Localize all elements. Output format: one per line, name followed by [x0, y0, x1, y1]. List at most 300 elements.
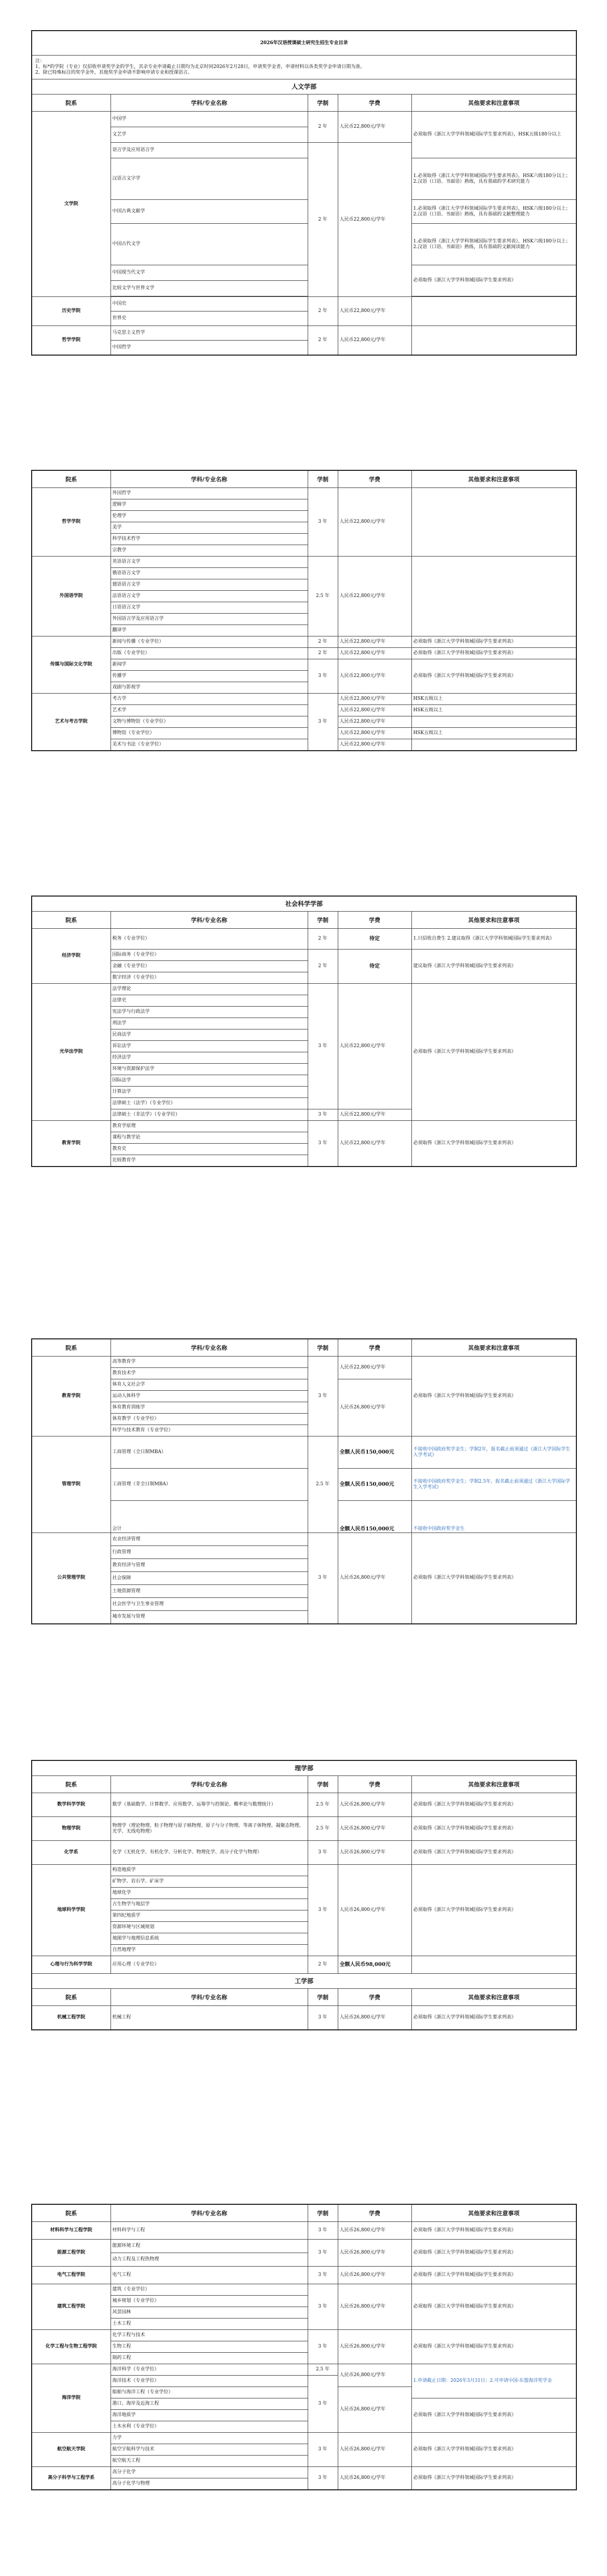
fee-cell: 全额人民币150,000元 [338, 1469, 411, 1501]
notes-cell: 必须取得《浙江大学学科领域国际学生要求列表》 [411, 265, 576, 296]
major-cell: 体育人文社会学 [111, 1379, 308, 1391]
notes-cell [411, 557, 576, 636]
major-cell: 宪法学与行政法学 [111, 1007, 308, 1018]
major-cell: 社会保障 [111, 1572, 308, 1585]
duration-cell: 3 年 [308, 1865, 338, 1956]
header-notes: 其他要求和注意事项 [411, 470, 576, 488]
major-cell: 课程与教学论 [111, 1132, 308, 1144]
header-major: 学科/专业名称 [111, 1339, 308, 1357]
dept-cell: 历史学院 [32, 297, 111, 326]
duration-cell: 2.5 年 [308, 2364, 338, 2376]
notes-cell: 不接收中国政府奖学金生；学制2年，报名截止前须通过《浙江大学国际学生入学考试》 [411, 1436, 576, 1469]
major-cell: 会计 [111, 1501, 308, 1533]
notes-cell: 必须取得《浙江大学学科领域国际学生要求列表》 [411, 2398, 576, 2433]
major-cell: 民商法学 [111, 1029, 308, 1041]
major-cell: 资源环境与区域规划 [111, 1922, 308, 1933]
major-cell: 税务（专业学位） [111, 929, 308, 950]
major-cell: 地球化学 [111, 1888, 308, 1899]
duration-cell: 2 年 [308, 636, 338, 648]
major-cell: 新闻与传播（专业学位） [111, 636, 308, 648]
major-cell: 应用心理（专业学位） [111, 1956, 308, 1974]
dept-cell: 建筑工程学院 [32, 2284, 111, 2330]
fee-cell: 人民币26,800元/学年 [338, 2006, 411, 2030]
fee-cell: 全额人民币150,000元 [338, 1436, 411, 1469]
major-cell: 土地资源管理 [111, 1585, 308, 1598]
major-cell: 考古学 [111, 694, 308, 705]
major-cell: 社会医学与卫生事业管理 [111, 1598, 308, 1611]
major-cell: 海洋地质学 [111, 2410, 308, 2421]
duration-cell: 3 年 [308, 984, 338, 1109]
duration-cell: 3 年 [308, 2330, 338, 2364]
major-cell: 中国现当代文学 [111, 265, 308, 281]
duration-cell: 3 年 [308, 2284, 338, 2330]
major-cell: 工商管理（全日制MBA） [111, 1436, 308, 1469]
dept-cell: 化学工程与生物工程学院 [32, 2330, 111, 2364]
major-cell: 动力工程及工程热物理 [111, 2253, 308, 2267]
duration-cell: 3 年 [308, 2376, 338, 2433]
major-cell: 比较文学与世界文学 [111, 281, 308, 296]
fee-cell: 待定 [338, 929, 411, 950]
major-cell: 国际法学 [111, 1075, 308, 1087]
notes-cell [411, 297, 576, 326]
fee-cell: 人民币22,800元/学年 [338, 694, 411, 705]
notes-cell: 必须取得《浙江大学学科领域国际学生要求列表》 [411, 648, 576, 659]
major-cell: 法语语言文学 [111, 591, 308, 602]
major-cell: 高分子化学与物理 [111, 2478, 308, 2490]
major-cell: 体育教学（专业学位） [111, 1414, 308, 1425]
major-cell: 工商管理（非全日制MBA） [111, 1469, 308, 1501]
dept-cell: 航空航天学院 [32, 2433, 111, 2467]
fee-cell: 人民币26,800元/学年 [338, 2387, 411, 2433]
major-cell: 高等教育学 [111, 1357, 308, 1368]
major-cell: 俄语语言文学 [111, 568, 308, 579]
dept-cell: 外国语学院 [32, 557, 111, 636]
duration-cell: 2 年 [308, 112, 338, 143]
dept-cell: 教育学院 [32, 1357, 111, 1436]
major-cell: 法律硕士（法学）（专业学位） [111, 1098, 308, 1109]
fee-cell: 人民币22,800元/学年 [338, 488, 411, 557]
header-duration: 学制 [308, 2204, 338, 2222]
header-fee: 学费 [338, 94, 411, 112]
fee-cell: 人民币22,800元/学年 [338, 716, 411, 728]
notes-cell: 必须取得《浙江大学学科领域国际学生要求列表》 [411, 2467, 576, 2490]
notes-cell: 1.必须取得《浙江大学学科领域国际学生要求列表》，HSK六级180分以上；2.汉语（口语、书面语）熟练，具有基础的文献整理能力 [411, 200, 576, 224]
major-cell: 第四纪地质学 [111, 1910, 308, 1922]
dept-cell: 能源工程学院 [32, 2240, 111, 2267]
catalog-table-5 [31, 1760, 577, 2030]
major-cell: 科学与技术教育（专业学位） [111, 1425, 308, 1436]
section-social: 社会科学学部 [32, 896, 576, 912]
major-cell: 马克思主义哲学 [111, 326, 308, 341]
fee-cell: 人民币26,800元/学年 [338, 2330, 411, 2364]
fee-cell: 人民币26,800元/学年 [338, 2222, 411, 2240]
notes-cell: 必须取得《浙江大学学科领域国际学生要求列表》 [411, 1865, 576, 1956]
header-major: 学科/专业名称 [111, 1776, 308, 1793]
major-cell: 中国古代文学 [111, 224, 308, 265]
major-cell: 航空航天工程 [111, 2456, 308, 2467]
notes-cell: 必须取得《浙江大学学科领域国际学生要求列表》 [411, 1817, 576, 1841]
dept-cell: 海洋学院 [32, 2364, 111, 2433]
header-notes: 其他要求和注意事项 [411, 94, 576, 112]
major-cell: 逻辑学 [111, 499, 308, 511]
fee-cell: 待定 [338, 950, 411, 984]
header-duration: 学制 [308, 1339, 338, 1357]
dept-cell: 心理与行为科学学院 [32, 1956, 111, 1974]
major-cell: 美学 [111, 522, 308, 534]
header-dept: 院系 [32, 912, 111, 929]
major-cell: 美术与书法（专业学位） [111, 739, 308, 751]
notes-box [32, 56, 576, 79]
catalog-page-1 [31, 30, 576, 356]
dept-cell: 传媒与国际文化学院 [32, 636, 111, 694]
duration-cell: 2.5 年 [308, 1817, 338, 1841]
major-cell: 行政管理 [111, 1546, 308, 1559]
duration-cell: 3 年 [308, 1121, 338, 1167]
notes-cell: 必须取得《浙江大学学科领域国际学生要求列表》 [411, 1793, 576, 1817]
notes-line-2: 2、除已特殊标注的奖学金外，其他奖学金申请不影响申请专业和授课语言。 [35, 70, 192, 75]
duration-cell: 3 年 [308, 2267, 338, 2284]
header-major: 学科/专业名称 [111, 2204, 308, 2222]
notes-cell: 必须取得《浙江大学学科领域国际学生要求列表》 [411, 1533, 576, 1624]
major-cell: 世界史 [111, 311, 308, 326]
major-cell: 科学技术哲学 [111, 534, 308, 545]
fee-cell: 人民币26,800元/学年 [338, 2433, 411, 2467]
notes-cell: 必须取得《浙江大学学科领域国际学生要求列表》 [411, 2006, 576, 2030]
major-cell: 船舶与海洋工程（专业学位） [111, 2387, 308, 2398]
major-cell: 农业经济管理 [111, 1533, 308, 1546]
notes-cell: 必须取得《浙江大学学科领域国际学生要求列表》 [411, 2267, 576, 2284]
dept-cell: 高分子科学与工程学系 [32, 2467, 111, 2490]
duration-cell: 3 年 [308, 488, 338, 557]
header-fee: 学费 [338, 1339, 411, 1357]
major-cell: 汉语言文字学 [111, 158, 308, 200]
section-humanities: 人文学部 [32, 79, 576, 94]
major-cell: 材料科学与工程 [111, 2222, 308, 2240]
notes-cell: 必须取得《浙江大学学科领域国际学生要求列表》 [411, 659, 576, 694]
fee-cell: 人民币22,800元/学年 [338, 326, 411, 355]
duration-cell: 2 年 [308, 929, 338, 950]
major-cell: 英语语言文学 [111, 557, 308, 568]
catalog-table-1 [31, 30, 577, 356]
fee-cell: 人民币22,800元/学年 [338, 705, 411, 716]
major-cell: 地图学与地理信息系统 [111, 1933, 308, 1945]
notes-cell [411, 1956, 576, 1974]
notes-cell: 必须取得《浙江大学学科领域国际学生要求列表》 [411, 2284, 576, 2330]
notes-cell: HSK五级以上 [411, 728, 576, 739]
fee-cell: 人民币22,800元/学年 [338, 659, 411, 694]
major-cell: 中国史 [111, 297, 308, 311]
duration-cell: 2 年 [308, 648, 338, 659]
fee-cell: 人民币26,800元/学年 [338, 1865, 411, 1956]
fee-cell: 人民币26,800元/学年 [338, 2240, 411, 2267]
major-cell: 宗教学 [111, 545, 308, 557]
major-cell: 海洋科学（专业学位） [111, 2364, 308, 2376]
duration-cell: 3 年 [308, 1533, 338, 1624]
notes-cell: 必须取得《浙江大学学科领域国际学生要求列表》 [411, 2433, 576, 2467]
catalog-table-2 [31, 470, 577, 751]
fee-cell: 人民币22,800元/学年 [338, 143, 411, 297]
notes-cell: 不接收中国政府奖学金生 [411, 1501, 576, 1533]
major-cell: 翻译学 [111, 625, 308, 636]
fee-cell: 人民币26,800元/学年 [338, 2467, 411, 2490]
dept-cell: 哲学学院 [32, 326, 111, 355]
major-cell: 教育技术学 [111, 1368, 308, 1379]
major-cell: 外国哲学 [111, 488, 308, 499]
major-cell: 教育学原理 [111, 1121, 308, 1132]
duration-cell: 3 年 [308, 2433, 338, 2467]
catalog-page-4 [31, 1338, 576, 1624]
catalog-table-3 [31, 896, 577, 1167]
major-cell: 中国哲学 [111, 341, 308, 355]
notes-cell: HSK五级以上 [411, 694, 576, 705]
major-cell: 博物馆（专业学位） [111, 728, 308, 739]
notes-line-1: 1、标*的学院（专业）仅招收申请奖学金的学生，其余专业申请截止日期均为北京时间2026年2月28日，申请奖学金者，申请材料以各类奖学金申请日期为准。 [35, 64, 365, 70]
duration-cell: 3 年 [308, 694, 338, 751]
major-cell: 运动人体科学 [111, 1391, 308, 1402]
fee-cell: 人民币26,800元/学年 [338, 1533, 411, 1624]
major-cell: 化学工程与技术 [111, 2330, 308, 2341]
duration-cell: 3 年 [308, 2006, 338, 2030]
duration-cell: 2.5 年 [308, 1436, 338, 1533]
major-cell: 化学（无机化学、有机化学、分析化学、物理化学、高分子化学与物理） [111, 1841, 308, 1865]
catalog-table-4 [31, 1338, 577, 1624]
duration-cell: 2 年 [308, 326, 338, 355]
major-cell: 文物与博物馆（专业学位） [111, 716, 308, 728]
fee-cell: 人民币22,800元/学年 [338, 636, 411, 648]
dept-cell: 物理学院 [32, 1817, 111, 1841]
duration-cell: 2.5 年 [308, 1793, 338, 1817]
page-title: 2026年汉语授课硕士研究生招生专业目录 [32, 31, 576, 56]
header-dept: 院系 [32, 1989, 111, 2006]
notes-cell: 必须取得《浙江大学学科领域国际学生要求列表》，HSK五级180分以上 [411, 112, 576, 158]
notes-cell: 必须取得《浙江大学学科领域国际学生要求列表》 [411, 2240, 576, 2267]
major-cell: 自然地理学 [111, 1945, 308, 1956]
duration-cell: 3 年 [308, 659, 338, 694]
major-cell: 矿物学、岩石学、矿床学 [111, 1876, 308, 1888]
header-major: 学科/专业名称 [111, 912, 308, 929]
header-major: 学科/专业名称 [111, 470, 308, 488]
major-cell: 比较教育学 [111, 1155, 308, 1167]
duration-cell: 2 年 [308, 297, 338, 326]
notes-cell: 建议取得《浙江大学学科领域国际学生要求列表》 [411, 950, 576, 984]
duration-cell: 2 年 [308, 950, 338, 984]
major-cell: 电气工程 [111, 2267, 308, 2284]
major-cell: 传播学 [111, 671, 308, 682]
dept-cell: 光华法学院 [32, 984, 111, 1121]
notes-cell: 1.必须取得《浙江大学学科领域国际学生要求列表》，HSK六级180分以上；2.汉语（口语、书面语）熟练，具有基础的学术研究能力 [411, 158, 576, 200]
duration-cell: 2 年 [308, 143, 338, 297]
major-cell: 航空宇航科学与技术 [111, 2444, 308, 2456]
fee-cell: 人民币22,800元/学年 [338, 1109, 411, 1121]
header-dept: 院系 [32, 1776, 111, 1793]
major-cell: 戏剧与影视学 [111, 682, 308, 694]
duration-cell: 3 年 [308, 1841, 338, 1865]
dept-cell: 哲学学院 [32, 488, 111, 557]
major-cell: 语言学及应用语言学 [111, 143, 308, 158]
major-cell: 中国学 [111, 112, 308, 127]
major-cell: 生物工程 [111, 2341, 308, 2353]
duration-cell: 3 年 [308, 1109, 338, 1121]
header-duration: 学制 [308, 1776, 338, 1793]
header-fee: 学费 [338, 470, 411, 488]
header-major: 学科/专业名称 [111, 94, 308, 112]
major-cell: 德语语言文学 [111, 579, 308, 591]
catalog-page-2 [31, 470, 576, 751]
header-fee: 学费 [338, 912, 411, 929]
dept-cell: 化学系 [32, 1841, 111, 1865]
major-cell: 教育经济与管理 [111, 1559, 308, 1572]
notes-cell: 必须取得《浙江大学学科领域国际学生要求列表》 [411, 2330, 576, 2364]
fee-cell: 人民币26,800元/学年 [338, 1379, 411, 1436]
dept-cell: 经济学院 [32, 929, 111, 984]
notes-cell [411, 326, 576, 355]
dept-cell: 材料科学与工程学院 [32, 2222, 111, 2240]
header-fee: 学费 [338, 1989, 411, 2006]
notes-cell: 必须取得《浙江大学学科领域国际学生要求列表》 [411, 1357, 576, 1436]
dept-cell: 数学科学学院 [32, 1793, 111, 1817]
major-cell: 新闻学 [111, 659, 308, 671]
major-cell: 诉讼法学 [111, 1041, 308, 1052]
header-dept: 院系 [32, 94, 111, 112]
major-cell: 教育史 [111, 1144, 308, 1155]
major-cell: 土木工程 [111, 2319, 308, 2330]
fee-cell: 人民币22,800元/学年 [338, 557, 411, 636]
notes-cell: 必须取得《浙江大学学科领域国际学生要求列表》 [411, 2222, 576, 2240]
major-cell: 机械工程 [111, 2006, 308, 2030]
catalog-page-5 [31, 1760, 576, 2030]
fee-cell: 人民币22,800元/学年 [338, 984, 411, 1109]
header-major: 学科/专业名称 [111, 1989, 308, 2006]
duration-cell: 3 年 [308, 2240, 338, 2267]
header-dept: 院系 [32, 1339, 111, 1357]
header-dept: 院系 [32, 2204, 111, 2222]
major-cell: 艺术学 [111, 705, 308, 716]
notes-cell: 1.只招收自费生 2.建议取得《浙江大学学科领域国际学生要求列表》 [411, 929, 576, 950]
major-cell: 法律史 [111, 995, 308, 1007]
major-cell: 出版（专业学位） [111, 648, 308, 659]
major-cell: 海洋技术（专业学位） [111, 2376, 308, 2387]
major-cell: 能源环境工程 [111, 2240, 308, 2253]
section-engineering: 工学部 [32, 1974, 576, 1989]
major-cell: 城市发展与管理 [111, 1611, 308, 1624]
fee-cell: 人民币26,800元/学年 [338, 1793, 411, 1817]
fee-cell: 人民币22,800元/学年 [338, 739, 411, 751]
duration-cell: 2.5 年 [308, 557, 338, 636]
major-cell: 经济法学 [111, 1052, 308, 1064]
dept-cell: 文学院 [32, 112, 111, 297]
duration-cell: 3 年 [308, 1357, 338, 1436]
catalog-page-6 [31, 2204, 576, 2490]
fee-cell: 人民币22,800元/学年 [338, 297, 411, 326]
catalog-table-6 [31, 2204, 577, 2490]
major-cell: 法学理论 [111, 984, 308, 995]
notes-cell [411, 739, 576, 751]
notes-heading: 注： [35, 59, 45, 64]
duration-cell: 2 年 [308, 1956, 338, 1974]
duration-cell: 3 年 [308, 2467, 338, 2490]
header-notes: 其他要求和注意事项 [411, 2204, 576, 2222]
dept-cell: 管理学院 [32, 1436, 111, 1533]
notes-cell: 必须取得《浙江大学学科领域国际学生要求列表》 [411, 984, 576, 1121]
fee-cell: 人民币22,800元/学年 [338, 728, 411, 739]
major-cell: 数字经济（专业学位） [111, 972, 308, 984]
major-cell: 体育教育训练学 [111, 1402, 308, 1414]
major-cell: 港口、海岸及近海工程 [111, 2398, 308, 2410]
header-duration: 学制 [308, 1989, 338, 2006]
fee-cell: 人民币26,800元/学年 [338, 1817, 411, 1841]
fee-cell: 人民币22,800元/学年 [338, 648, 411, 659]
dept-cell: 艺术与考古学院 [32, 694, 111, 751]
major-cell: 物理学（理论物理、粒子物理与原子核物理、原子与分子物理、等离子体物理、凝聚态物理、光学、无线电物理） [111, 1817, 308, 1841]
major-cell: 刑法学 [111, 1018, 308, 1029]
notes-cell: 不接收中国政府奖学金生；学制2.5年，报名截止前须通过《浙江大学国际学生入学考试》 [411, 1469, 576, 1501]
header-fee: 学费 [338, 2204, 411, 2222]
dept-cell: 电气工程学院 [32, 2267, 111, 2284]
major-cell: 高分子化学 [111, 2467, 308, 2478]
major-cell: 风景园林 [111, 2307, 308, 2319]
major-cell: 中国古典文献学 [111, 200, 308, 224]
dept-cell: 公共管理学院 [32, 1533, 111, 1624]
header-duration: 学制 [308, 94, 338, 112]
major-cell: 伦理学 [111, 511, 308, 522]
major-cell: 数学（基础数学、计算数学、应用数学、运筹学与控制论、概率论与数理统计） [111, 1793, 308, 1817]
major-cell: 计算法学 [111, 1087, 308, 1098]
major-cell: 制药工程 [111, 2353, 308, 2364]
notes-cell [411, 716, 576, 728]
header-fee: 学费 [338, 1776, 411, 1793]
notes-cell: 必须取得《浙江大学学科领域国际学生要求列表》 [411, 1841, 576, 1865]
header-notes: 其他要求和注意事项 [411, 1776, 576, 1793]
major-cell: 力学 [111, 2433, 308, 2444]
fee-cell: 人民币22,800元/学年 [338, 1357, 411, 1379]
fee-cell: 人民币26,800元/学年 [338, 2284, 411, 2330]
header-duration: 学制 [308, 912, 338, 929]
major-cell: 土木水利（专业学位） [111, 2421, 308, 2433]
major-cell: 构造地质学 [111, 1865, 308, 1876]
major-cell: 古生物学与地层学 [111, 1899, 308, 1910]
major-cell: 法律硕士（非法学）（专业学位） [111, 1109, 308, 1121]
header-dept: 院系 [32, 470, 111, 488]
notes-cell: 必须取得《浙江大学学科领域国际学生要求列表》 [411, 1121, 576, 1167]
notes-cell [411, 488, 576, 557]
notes-cell: 1.必须取得《浙江大学学科领域国际学生要求列表》，HSK六级180分以上；2.汉语（口语、书面语）熟练，具有基础的文献阅读能力 [411, 224, 576, 265]
catalog-page-3 [31, 896, 576, 1167]
dept-cell: 教育学院 [32, 1121, 111, 1167]
notes-cell: HSK五级以上 [411, 705, 576, 716]
header-notes: 其他要求和注意事项 [411, 1989, 576, 2006]
section-science: 理学部 [32, 1760, 576, 1776]
major-cell: 城乡规划（专业学位） [111, 2296, 308, 2307]
major-cell: 环境与资源保护法学 [111, 1064, 308, 1075]
major-cell: 国际商务（专业学位） [111, 950, 308, 961]
fee-cell: 人民币26,800元/学年 [338, 2364, 411, 2387]
fee-cell: 人民币26,800元/学年 [338, 1841, 411, 1865]
fee-cell: 人民币22,800元/学年 [338, 1121, 411, 1167]
major-cell: 文艺学 [111, 127, 308, 143]
major-cell: 金融（专业学位） [111, 961, 308, 972]
major-cell: 日语语言文学 [111, 602, 308, 614]
header-duration: 学制 [308, 470, 338, 488]
dept-cell: 机械工程学院 [32, 2006, 111, 2030]
major-cell: 外国语言学及应用语言学 [111, 614, 308, 625]
notes-cell: 1.申请截止日期：2026年3月31日；2.可申请中国-东盟海洋奖学金 [411, 2364, 576, 2398]
header-notes: 其他要求和注意事项 [411, 1339, 576, 1357]
duration-cell: 3 年 [308, 2222, 338, 2240]
fee-cell: 全额人民币150,000元 [338, 1501, 411, 1533]
fee-cell: 人民币26,800元/学年 [338, 2267, 411, 2284]
fee-cell: 全额人民币98,000元 [338, 1956, 411, 1974]
header-notes: 其他要求和注意事项 [411, 912, 576, 929]
